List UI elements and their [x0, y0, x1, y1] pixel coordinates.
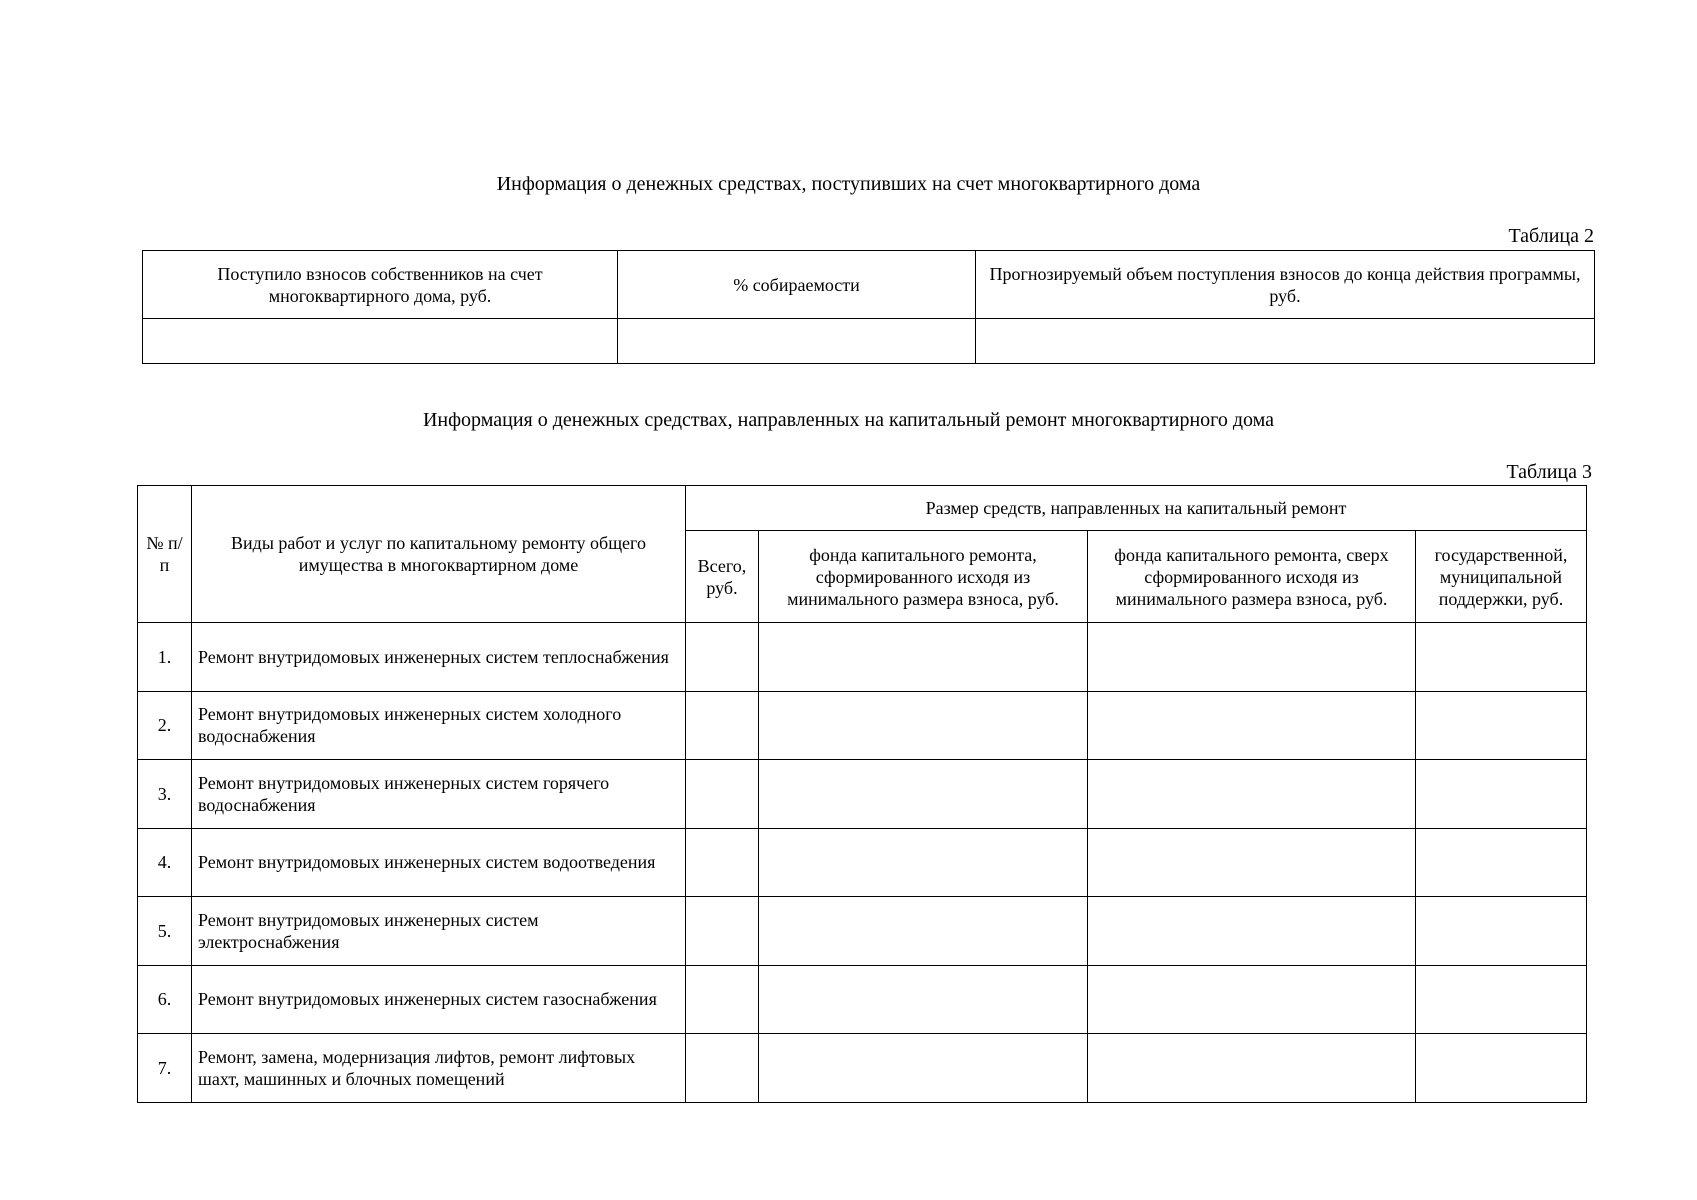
table-3-body	[138, 623, 1587, 1103]
table-2-data-row	[143, 319, 1595, 364]
cell-state-support	[1416, 965, 1587, 1034]
cell-state-support	[1416, 623, 1587, 692]
cell-state-support	[1416, 897, 1587, 966]
header-work-types: Виды работ и услуг по капитальному ремонту общего имущества в многоквартирном доме	[192, 486, 686, 623]
cell-fund-over-minimum	[1088, 623, 1416, 692]
row-work-name: Ремонт, замена, модернизация лифтов, ремонт лифтовых шахт, машинных и блочных помещений	[192, 1034, 686, 1103]
cell-fund-over-minimum	[1088, 1034, 1416, 1103]
cell-state-support	[1416, 1034, 1587, 1103]
table-row	[138, 623, 1587, 692]
table-row	[138, 1034, 1587, 1103]
table-2-label: Таблица 2	[1508, 225, 1594, 247]
cell-total	[686, 897, 759, 966]
header-contributions-received: Поступило взносов собственников на счет многоквартирного дома, руб.	[143, 251, 618, 319]
cell-fund-minimum	[759, 828, 1088, 897]
cell-fund-over-minimum	[1088, 965, 1416, 1034]
cell-fund-minimum	[759, 623, 1088, 692]
cell-state-support	[1416, 828, 1587, 897]
cell-fund-minimum	[759, 1034, 1088, 1103]
cell-fund-over-minimum	[1088, 691, 1416, 760]
cell-fund-over-minimum	[1088, 897, 1416, 966]
table-3	[137, 485, 1587, 1103]
cell-total	[686, 691, 759, 760]
section-1-title: Информация о денежных средствах, поступивших на счет многоквартирного дома	[496, 173, 1201, 195]
row-work-name: Ремонт внутридомовых инженерных систем газоснабжения	[192, 965, 686, 1034]
cell-fund-minimum	[759, 897, 1088, 966]
row-number: 2.	[138, 691, 192, 760]
header-state-support: государственной, муниципальной поддержки, руб.	[1416, 531, 1587, 623]
row-number: 7.	[138, 1034, 192, 1103]
cell-forecast-volume	[976, 319, 1595, 364]
cell-fund-minimum	[759, 691, 1088, 760]
cell-total	[686, 760, 759, 829]
cell-fund-minimum	[759, 965, 1088, 1034]
header-forecast-volume: Прогнозируемый объем поступления взносов до конца действия программы, руб.	[976, 251, 1595, 319]
header-number: № п/п	[138, 486, 192, 623]
cell-total	[686, 965, 759, 1034]
row-work-name: Ремонт внутридомовых инженерных систем водоотведения	[192, 828, 686, 897]
header-total: Всего, руб.	[686, 531, 759, 623]
header-fund-over-minimum: фонда капитального ремонта, сверх сформированного исходя из минимального размера взноса, руб.	[1088, 531, 1416, 623]
row-number: 1.	[138, 623, 192, 692]
row-work-name: Ремонт внутридомовых инженерных систем холодного водоснабжения	[192, 691, 686, 760]
row-number: 5.	[138, 897, 192, 966]
header-funds-group: Размер средств, направленных на капитальный ремонт	[686, 486, 1587, 531]
cell-collection-rate	[618, 319, 976, 364]
cell-state-support	[1416, 760, 1587, 829]
cell-total	[686, 623, 759, 692]
table-2-header-row	[143, 251, 1595, 319]
row-work-name: Ремонт внутридомовых инженерных систем теплоснабжения	[192, 623, 686, 692]
row-work-name: Ремонт внутридомовых инженерных систем электроснабжения	[192, 897, 686, 966]
table-2	[142, 250, 1595, 364]
cell-state-support	[1416, 691, 1587, 760]
row-number: 3.	[138, 760, 192, 829]
table-3-label: Таблица 3	[1506, 461, 1592, 483]
table-row	[138, 760, 1587, 829]
header-collection-rate: % собираемости	[618, 251, 976, 319]
table-row	[138, 965, 1587, 1034]
section-2-title: Информация о денежных средствах, направленных на капитальный ремонт многоквартирного дома	[422, 409, 1275, 431]
cell-total	[686, 1034, 759, 1103]
row-number: 6.	[138, 965, 192, 1034]
row-work-name: Ремонт внутридомовых инженерных систем горячего водоснабжения	[192, 760, 686, 829]
cell-fund-over-minimum	[1088, 760, 1416, 829]
cell-contributions-received	[143, 319, 618, 364]
row-number: 4.	[138, 828, 192, 897]
table-row	[138, 897, 1587, 966]
table-row	[138, 828, 1587, 897]
table-3-header-row-1	[138, 486, 1587, 531]
table-row	[138, 691, 1587, 760]
cell-total	[686, 828, 759, 897]
cell-fund-minimum	[759, 760, 1088, 829]
header-fund-minimum: фонда капитального ремонта, сформированного исходя из минимального размера взноса, руб.	[759, 531, 1088, 623]
cell-fund-over-minimum	[1088, 828, 1416, 897]
